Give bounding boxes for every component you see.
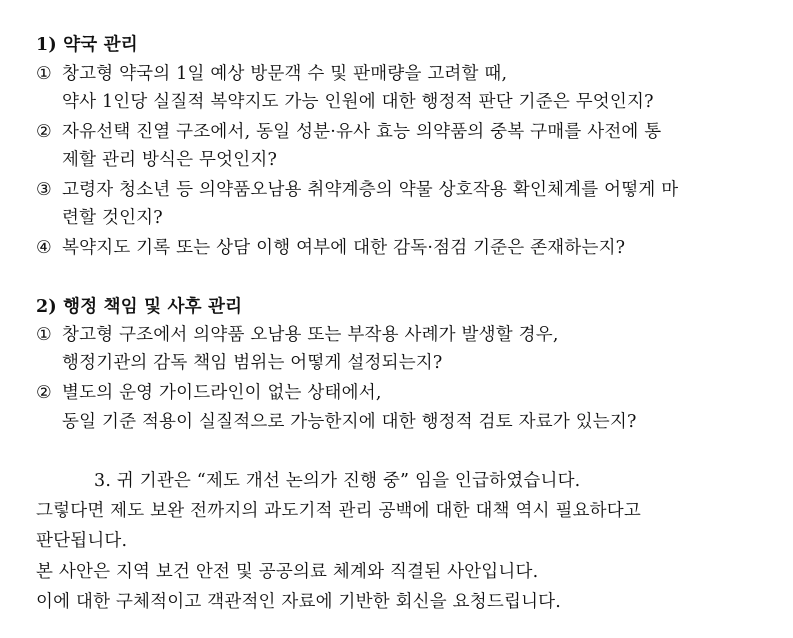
- closing-line-4: 본 사안은 지역 보건 안전 및 공공의료 체계와 직결된 사안입니다.: [36, 562, 539, 582]
- item-marker: ②: [36, 383, 52, 403]
- closing-line-2: 그렇다면 제도 보완 전까지의 과도기적 관리 공백에 대한 대책 역시 필요하다고: [36, 501, 641, 521]
- item-marker: ④: [36, 238, 52, 258]
- section-2-item-2-line-1: [36, 382, 382, 404]
- item-marker: ①: [36, 325, 52, 345]
- section-2-item-2-line-2: 동일 기준 적용이 실질적으로 가능한지에 대한 행정적 검토 자료가 있는지?: [62, 412, 637, 432]
- closing-line-1: 3. 귀 기관은 “제도 개선 논의가 진행 중” 임을 인급하였습니다.: [94, 471, 581, 491]
- section-1-item-2-line-1: [36, 121, 661, 143]
- item-marker: ②: [36, 122, 52, 142]
- section-1-heading: 1) 약국 관리: [36, 35, 138, 55]
- section-2-item-1-line-2: 행정기관의 감독 책임 범위는 어떻게 설정되는지?: [62, 353, 443, 373]
- item-text: 고령자 청소년 등 의약품오남용 취약계층의 약물 상호작용 확인체계를 어떻게 마: [62, 180, 679, 200]
- item-text: 창고형 구조에서 의약품 오남용 또는 부작용 사례가 발생할 경우,: [62, 325, 559, 345]
- section-1-item-2-line-2: 제할 관리 방식은 무엇인지?: [62, 150, 278, 170]
- section-2-item-1-line-1: [36, 324, 559, 346]
- closing-line-5: 이에 대한 구체적이고 객관적인 자료에 기반한 회신을 요청드립니다.: [36, 592, 562, 612]
- item-marker: ①: [36, 64, 52, 84]
- section-1-item-1-line-2: 약사 1인당 실질적 복약지도 가능 인원에 대한 행정적 판단 기준은 무엇인지?: [62, 92, 654, 112]
- section-1-item-1-line-1: [36, 63, 507, 85]
- item-text: 자유선택 진열 구조에서, 동일 성분·유사 효능 의약품의 중복 구매를 사전에 통: [62, 122, 662, 142]
- section-1-item-4-line-1: [36, 237, 625, 259]
- section-1-item-3-line-1: [36, 179, 678, 201]
- item-marker: ③: [36, 180, 52, 200]
- item-text: 별도의 운영 가이드라인이 없는 상태에서,: [62, 383, 382, 403]
- section-2-heading: 2) 행정 책임 및 사후 관리: [36, 297, 243, 317]
- item-text: 창고형 약국의 1일 예상 방문객 수 및 판매량을 고려할 때,: [62, 64, 508, 84]
- item-text: 복약지도 기록 또는 상담 이행 여부에 대한 감독·점검 기준은 존재하는지?: [62, 238, 626, 258]
- closing-line-3: 판단됩니다.: [36, 531, 128, 551]
- section-1-item-3-line-2: 련할 것인지?: [62, 208, 163, 228]
